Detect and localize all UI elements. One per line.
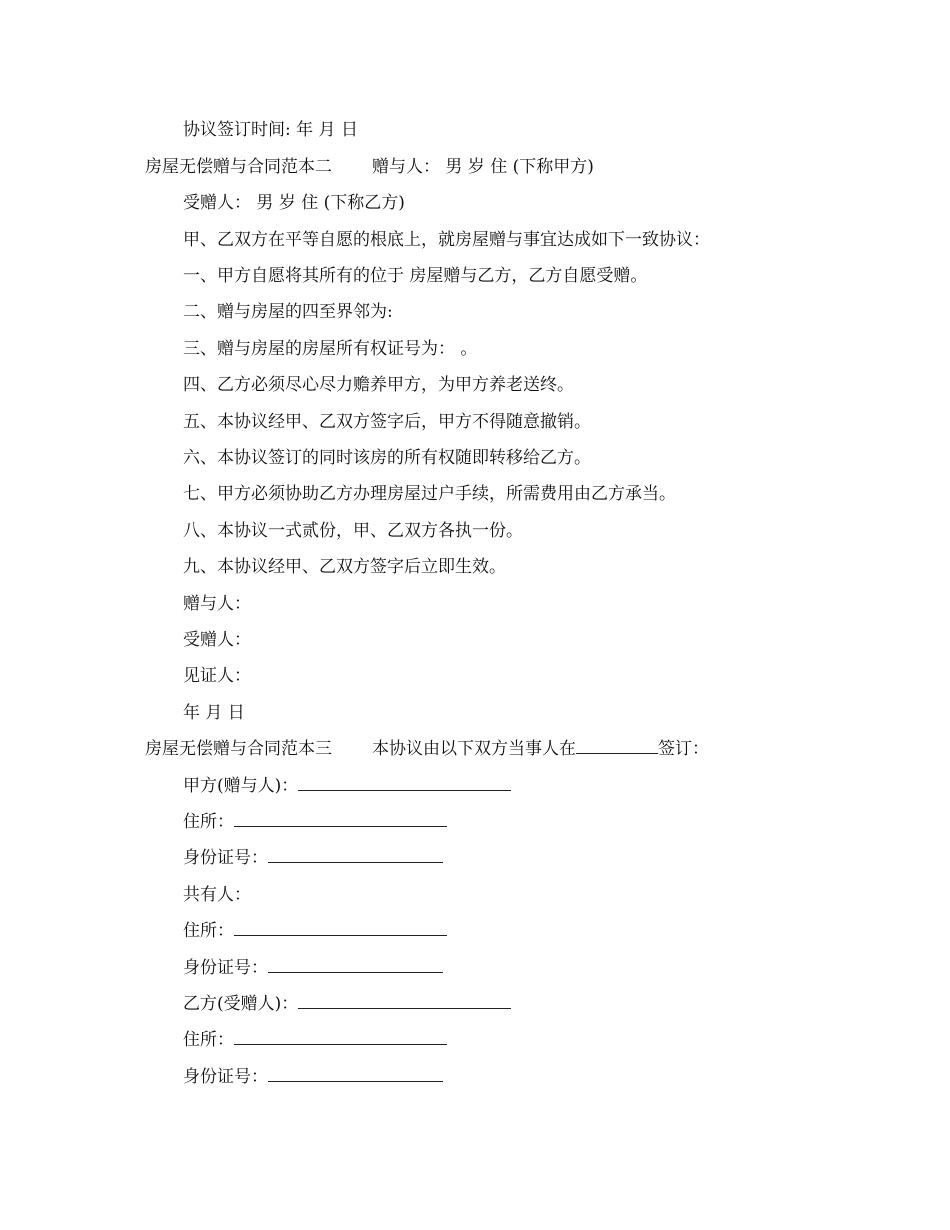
sample3-intro-prefix: 本协议由以下双方当事人在 xyxy=(372,739,576,759)
clause-5: 五、本协议经甲、乙双方签字后，甲方不得随意撤销。 xyxy=(183,412,591,432)
address-1-blank[interactable] xyxy=(234,811,447,827)
clause-7: 七、甲方必须协助乙方办理房屋过户手续，所需费用由乙方承当。 xyxy=(183,484,676,504)
id-2-label: 身份证号： xyxy=(183,958,268,978)
id-1-row xyxy=(183,847,443,869)
clause-4: 四、乙方必须尽心尽力赡养甲方，为甲方养老送终。 xyxy=(183,375,574,395)
address-1-label: 住所： xyxy=(183,812,234,832)
address-3-row xyxy=(183,1029,447,1051)
id-3-row xyxy=(183,1066,443,1088)
clause-2: 二、赠与房屋的四至界邻为: xyxy=(183,302,393,322)
party-b-blank[interactable] xyxy=(298,993,511,1009)
clause-8: 八、本协议一式贰份，甲、乙双方各执一份。 xyxy=(183,521,523,541)
agreement-intro: 甲、乙双方在平等自愿的根底上，就房屋赠与事宜达成如下一致协议： xyxy=(183,230,710,250)
address-2-row xyxy=(183,920,447,942)
address-2-label: 住所： xyxy=(183,921,234,941)
signature-witness: 见证人： xyxy=(183,666,251,686)
party-a-label: 甲方(赠与人)： xyxy=(183,776,299,796)
donor-line: 赠与人： 男 岁 住 (下称甲方) xyxy=(372,157,594,177)
sign-date-line: 协议签订时间: 年 月 日 xyxy=(183,120,358,140)
sample3-heading: 房屋无偿赠与合同范本三 xyxy=(145,739,332,759)
signature-donor: 赠与人： xyxy=(183,594,251,614)
clause-3: 三、赠与房屋的房屋所有权证号为： 。 xyxy=(183,339,478,359)
id-2-row xyxy=(183,957,443,979)
id-1-label: 身份证号： xyxy=(183,848,268,868)
signature-date: 年 月 日 xyxy=(183,703,245,723)
sample3-intro-suffix: 签订： xyxy=(658,739,709,759)
clause-1: 一、甲方自愿将其所有的位于 房屋赠与乙方，乙方自愿受赠。 xyxy=(183,266,648,286)
sample2-heading-row xyxy=(145,156,594,178)
signature-donee: 受赠人： xyxy=(183,630,251,650)
address-3-label: 住所： xyxy=(183,1030,234,1050)
party-a-row xyxy=(183,775,511,797)
donee-line: 受赠人： 男 岁 住 (下称乙方) xyxy=(183,193,405,213)
co-owner-label: 共有人： xyxy=(183,885,251,905)
sample3-heading-row xyxy=(145,738,709,760)
address-2-blank[interactable] xyxy=(234,920,447,936)
signing-place-blank[interactable] xyxy=(576,738,658,754)
party-b-label: 乙方(受赠人)： xyxy=(183,994,299,1014)
clause-9: 九、本协议经甲、乙双方签字后立即生效。 xyxy=(183,557,506,577)
id-3-label: 身份证号： xyxy=(183,1067,268,1087)
clause-6: 六、本协议签订的同时该房的所有权随即转移给乙方。 xyxy=(183,448,591,468)
sample2-heading: 房屋无偿赠与合同范本二 xyxy=(145,157,332,177)
id-1-blank[interactable] xyxy=(268,847,443,863)
id-2-blank[interactable] xyxy=(268,957,443,973)
party-b-row xyxy=(183,993,511,1015)
id-3-blank[interactable] xyxy=(268,1066,443,1082)
party-a-blank[interactable] xyxy=(298,775,511,791)
address-1-row xyxy=(183,811,447,833)
address-3-blank[interactable] xyxy=(234,1029,447,1045)
